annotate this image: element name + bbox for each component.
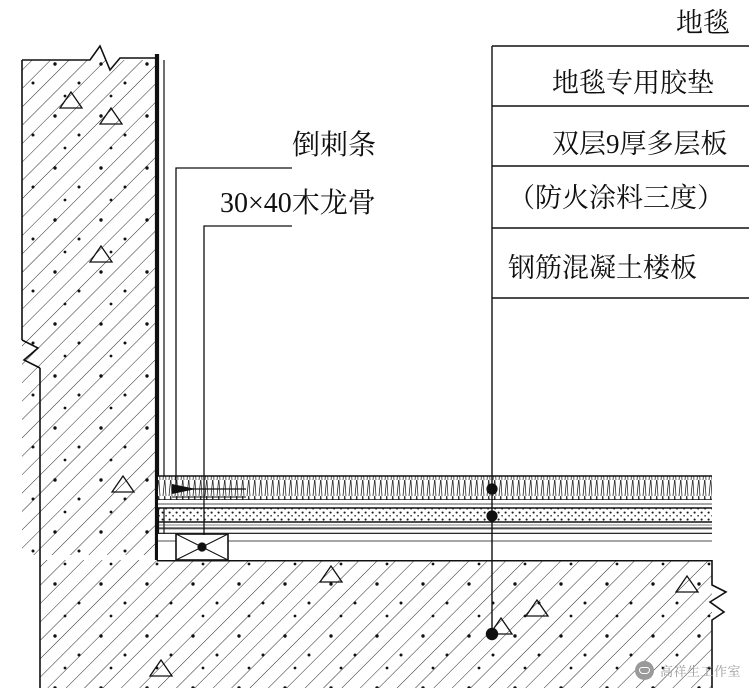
watermark-label: 高祥生工作室 <box>659 664 741 679</box>
annotation-tack-strip: 倒刺条 <box>292 130 377 161</box>
watermark <box>635 661 741 680</box>
wood-joist-detail <box>176 534 228 560</box>
annotation-layer-carpet: 地毯 <box>676 8 730 38</box>
wechat-official-account-icon <box>635 661 654 680</box>
annotation-wood-joist: 30×40木龙骨 <box>220 188 376 219</box>
annotation-layer-plywood: 双层9厚多层板 <box>552 129 728 159</box>
annotation-layer-concrete-slab: 钢筋混凝土楼板 <box>508 253 697 283</box>
annotation-layer-fireproof-coating: （防火涂料三度） <box>508 183 724 213</box>
annotation-layer-carpet-underlay: 地毯专用胶垫 <box>552 68 714 98</box>
